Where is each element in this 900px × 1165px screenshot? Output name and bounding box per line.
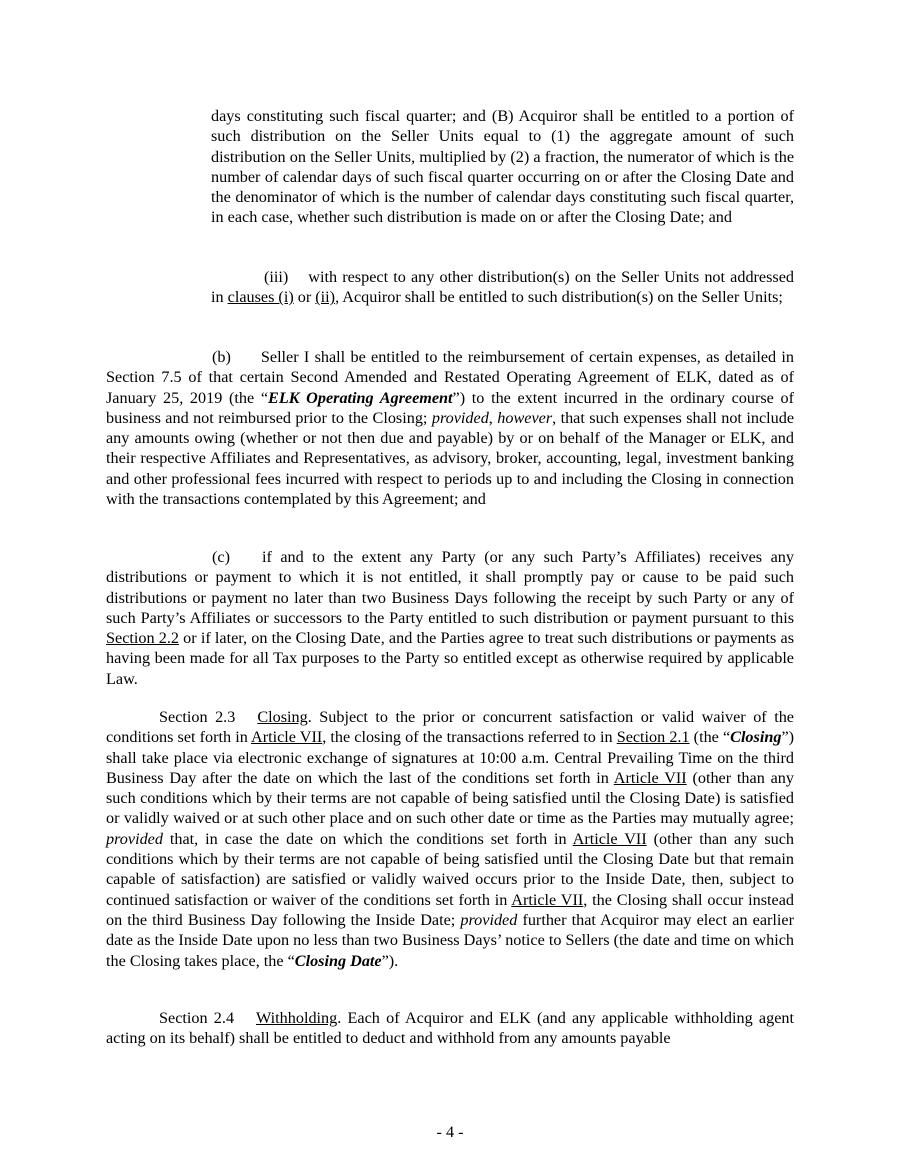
cross-reference: Article VII: [251, 728, 323, 747]
cross-reference: Section 2.2: [106, 629, 179, 648]
paragraph-text: days constituting such fiscal quarter; and (B) Acquiror shall be entitled to a portion of such distribution on the Seller Units equal to (1) the aggregate amount of such distribution on the Seller Units, multiplied by (2) a fraction, the numerator of which is the number of calendar days of such fiscal quarter occurring on or after the Closing Date and the denominator of which is the number of calendar days constituting such fiscal quarter, in each case, whether such distribution is made on or after the Closing Date; and: [211, 107, 794, 227]
clause-c: (c) if and to the extent any Party (or any such Party’s Affiliates) receives any distributions or payment to which it is not entitled, it shall promptly pay or cause to be paid such distributions or payment no later than two Business Days following the receipt by such Party or any of such Party’s Affiliates or successors to the Party entitled to such distribution or payment pursuant to this Section 2.2 or if later, on the Closing Date, and the Parties agree to treat such distributions or payments as having been made for all Tax purposes to the Party so entitled except as otherwise required by applicable Law.: [106, 548, 794, 688]
section-number: Section 2.4: [159, 1009, 235, 1027]
cross-reference: Article VII: [572, 829, 647, 848]
defined-term: Closing Date: [294, 951, 382, 970]
page-number: - 4 -: [436, 1123, 464, 1141]
defined-term: ELK Operating Agreement: [268, 388, 453, 407]
clause-b: (b) Seller I shall be entitled to the reimbursement of certain expenses, as detailed in Section 7.5 of that certain Second Amended and Restated Operating Agreement of ELK, dated as of January 25, 2019 (the “ELK Operating Agreement”) to the extent incurred in the ordinary course of business and not reimbursed prior to the Closing; provided, however, that such expenses shall not include any amounts owing (whether or not then due and payable) by or on behalf of the Manager or ELK, and their respective Affiliates and Representatives, as advisory, broker, accounting, legal, investment banking and other professional fees incurred with respect to periods up to and including the Closing in connection with the transactions contemplated by this Agreement; and: [106, 348, 794, 509]
clause-iii: (iii) with respect to any other distribution(s) on the Seller Units not addressed in clauses (i) or (ii), Acquiror shall be entitled to such distribution(s) on the Seller Units;: [211, 268, 794, 307]
cross-reference: (ii): [315, 288, 336, 307]
defined-term: Closing: [730, 728, 782, 747]
clause-label: (b): [212, 348, 231, 366]
clause-label: (c): [212, 548, 230, 566]
cross-reference: Article VII: [613, 768, 687, 787]
section-heading: Closing: [257, 708, 308, 726]
paragraph-distribution-continued: [211, 106, 794, 228]
cross-reference: Article VII: [511, 890, 584, 909]
section-2-3: Section 2.3 Closing. Subject to the prior or concurrent satisfaction or valid waiver of the conditions set forth in Article VII, the closing of the transactions referred to in Section 2.1 (the “Closing”) shall take place via electronic exchange of signatures at 10:00 a.m. Central Prevailing Time on the third Business Day after the date on which the last of the conditions set forth in Article VII (other than any such conditions which by their terms are not capable of being satisfied until the Closing Date) is satisfied or validly waived or at such other place and on such other date or time as the Parties may mutually agree; provided that, in case the date on which the conditions set forth in Article VII (other than any such conditions which by their terms are not capable of being satisfied until the Closing Date but that remain capable of satisfaction) are satisfied or validly waived occurs prior to the Inside Date, then, subject to continued satisfaction or waiver of the conditions set forth in Article VII, the Closing shall occur instead on the third Business Day following the Inside Date; provided further that Acquiror may elect an earlier date as the Inside Date upon no less than two Business Days’ notice to Sellers (the date and time on which the Closing takes place, the “Closing Date”).: [106, 708, 795, 970]
cross-reference: clauses (i): [227, 288, 294, 307]
cross-reference: Section 2.1: [616, 728, 690, 747]
section-heading: Withholding: [256, 1009, 338, 1027]
section-number: Section 2.3: [159, 708, 236, 726]
section-2-4: Section 2.4 Withholding. Each of Acquiror and ELK (and any applicable withholding agent acting on its behalf) shall be entitled to deduct and withhold from any amounts payable: [106, 1009, 794, 1048]
clause-label: (iii): [264, 268, 289, 286]
